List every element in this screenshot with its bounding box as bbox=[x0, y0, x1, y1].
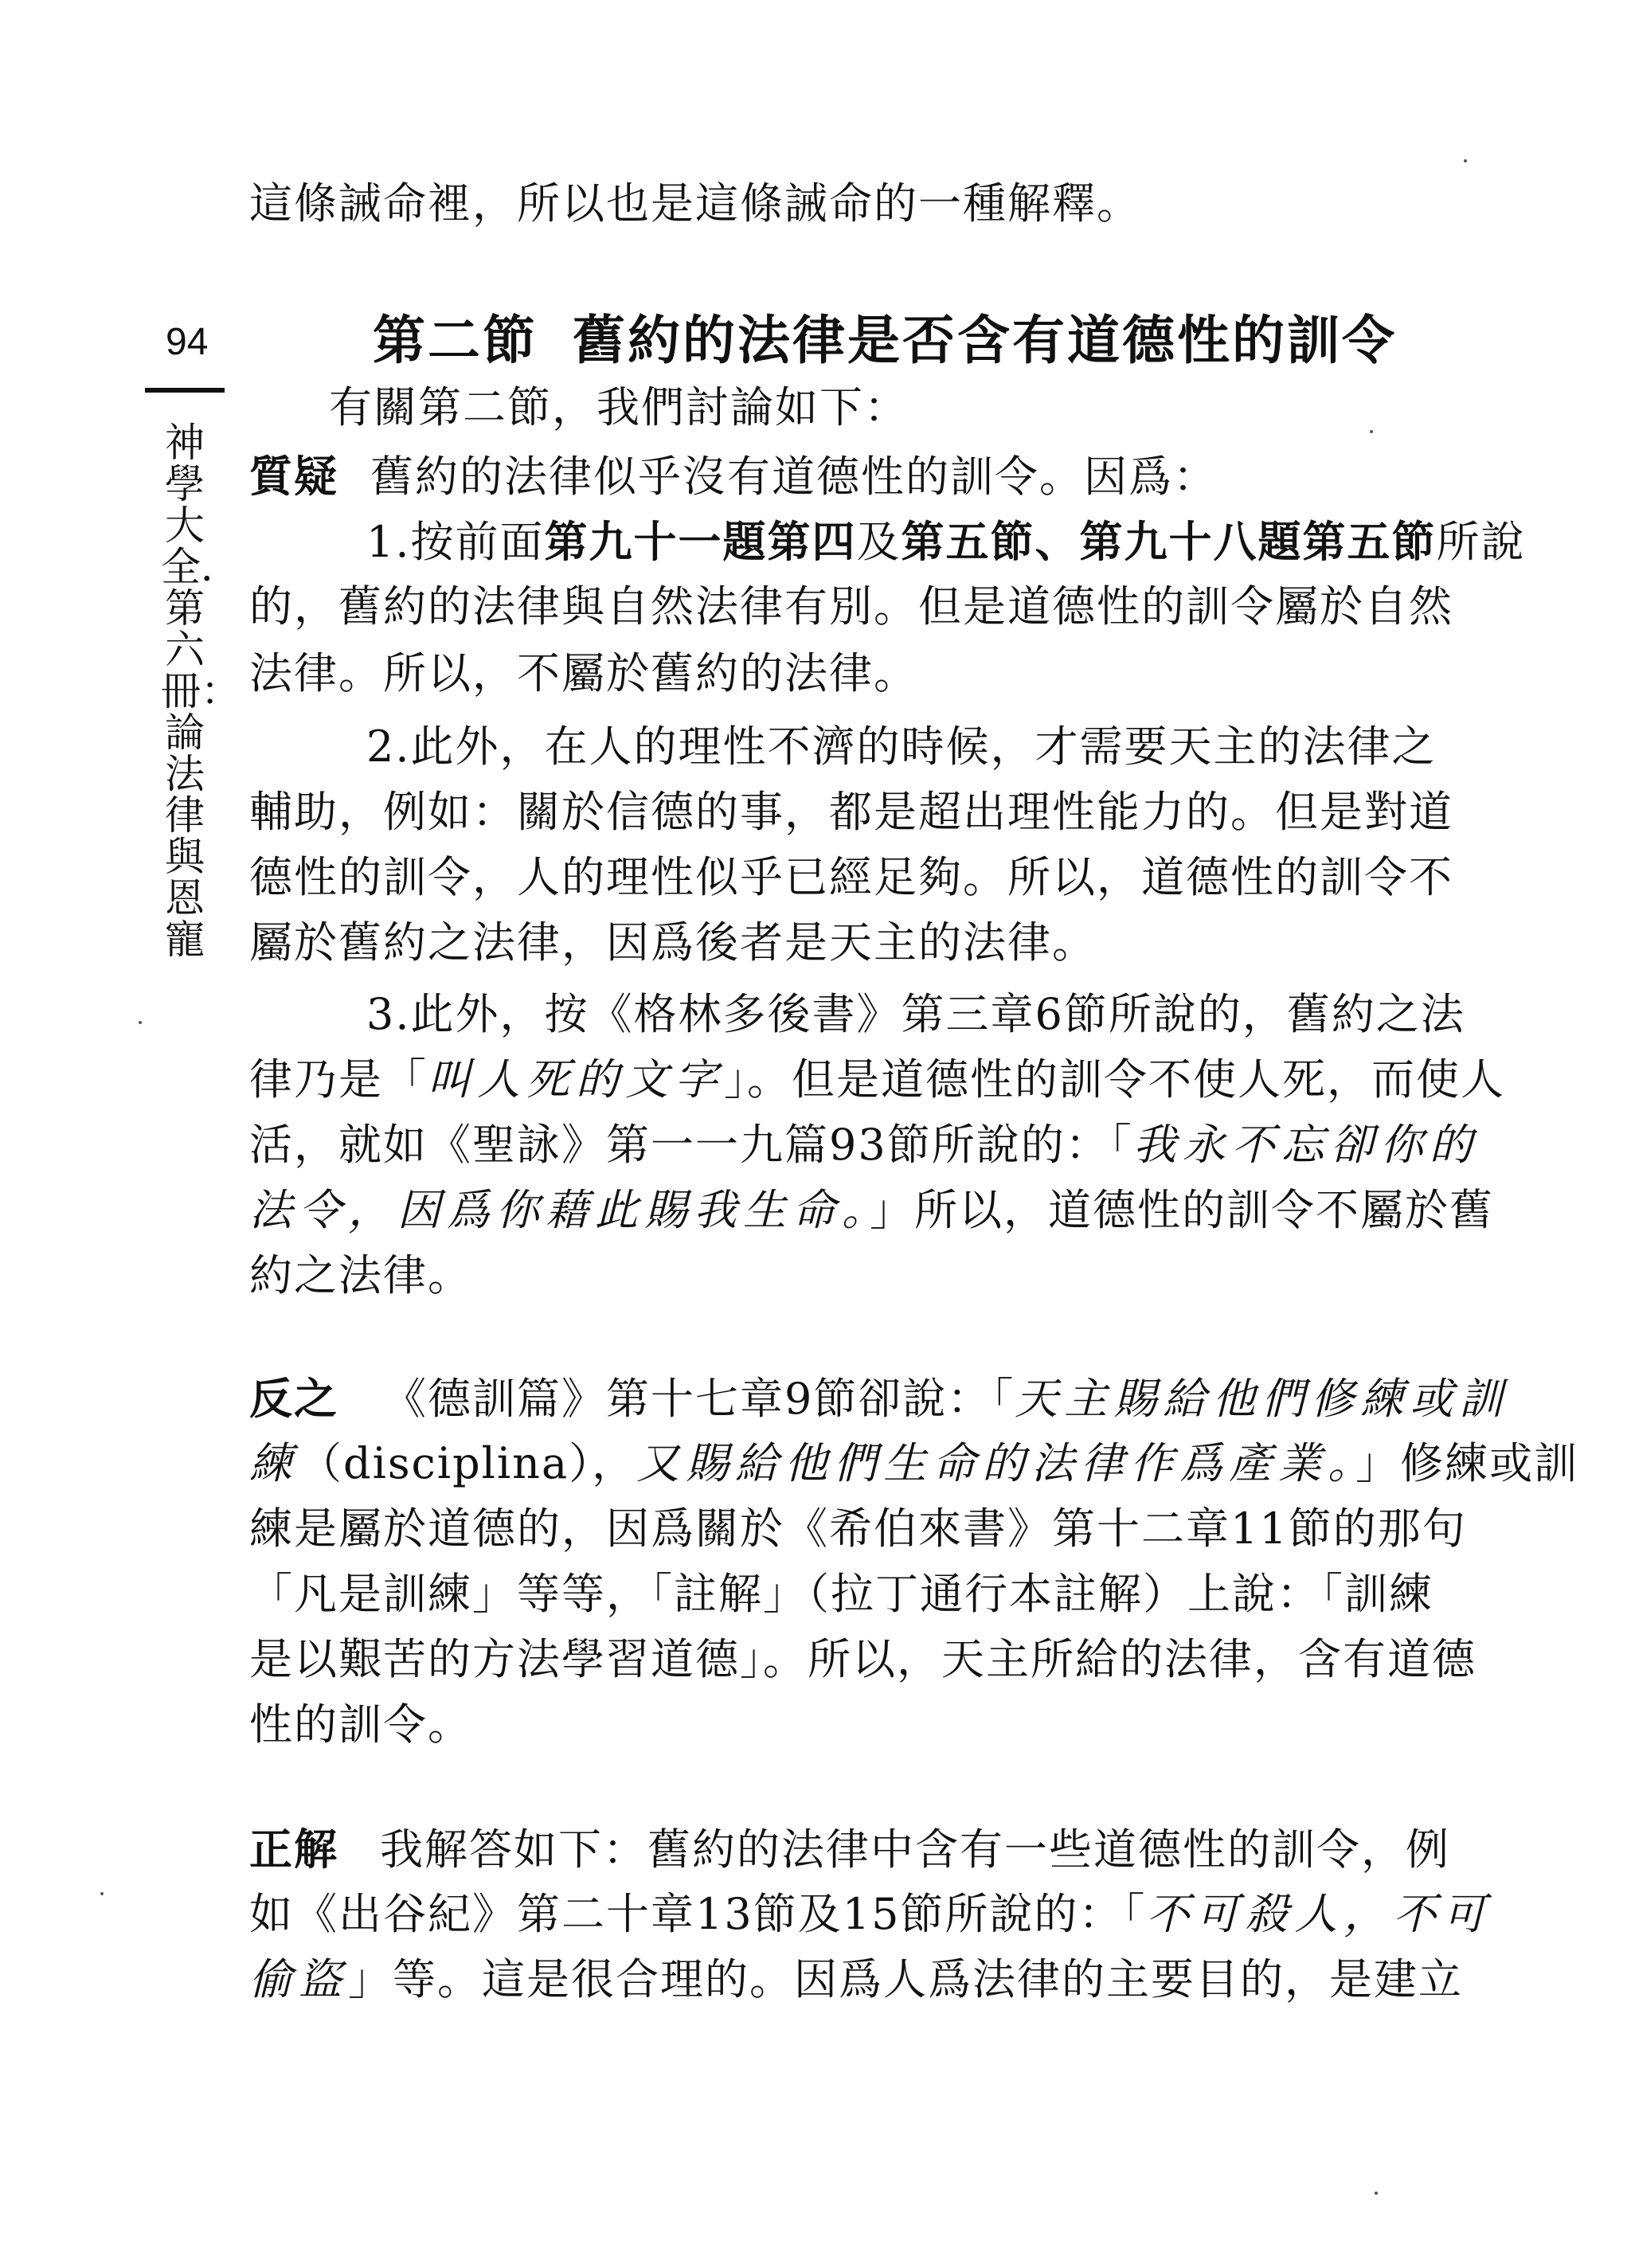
objection-2-line-1: 2.此外，在人的理性不濟的時候，才需要天主的法律之 bbox=[366, 721, 1437, 772]
page-number: 94 bbox=[166, 321, 209, 363]
response-line-3 bbox=[249, 1949, 1463, 2010]
objection-2-line-2: 輔助，例如：關於信德的事，都是超出理性能力的。但是對道 bbox=[249, 787, 1453, 837]
sed-contra-line-2 bbox=[249, 1433, 1578, 1494]
cross-reference: 第九十一題第四 bbox=[544, 516, 857, 567]
objection-2-line-4: 屬於舊約之法律，因爲後者是天主的法律。 bbox=[249, 917, 1097, 968]
latin-term: （disciplina）， bbox=[299, 1438, 637, 1488]
objection-3-line-2 bbox=[249, 1050, 1505, 1110]
text-run: 《德訓篇》第十七章9節卻說：「 bbox=[383, 1374, 1015, 1424]
scripture-quote: 法令，因爲你藉此賜我生命。 bbox=[249, 1185, 870, 1235]
text-run: 」。但是道德性的訓令不使人死，而使人 bbox=[724, 1054, 1505, 1105]
response-label: 正解 bbox=[249, 1824, 338, 1875]
margin-rule bbox=[145, 388, 225, 393]
sed-contra-line-4: 「凡是訓練」等等，「註解」（拉丁通行本註解）上說：「訓練 bbox=[249, 1569, 1433, 1619]
text-run: 及 bbox=[856, 517, 902, 567]
text-run: 」所以，道德性的訓令不屬於舊 bbox=[870, 1185, 1494, 1235]
text-run: 所說 bbox=[1436, 517, 1526, 567]
scan-speck bbox=[100, 1892, 104, 1895]
objection-3-line-4 bbox=[249, 1180, 1494, 1241]
scripture-quote: 又賜給他們生命的法律作爲產業。 bbox=[636, 1438, 1356, 1488]
text-run: 1.按前面 bbox=[366, 517, 545, 567]
objection-3-line-5: 約之法律。 bbox=[249, 1250, 472, 1300]
section-heading bbox=[373, 304, 1397, 376]
objections-label: 質疑 bbox=[249, 451, 338, 502]
sed-contra-label: 反之 bbox=[249, 1373, 338, 1424]
objection-1-line-1 bbox=[366, 511, 1526, 573]
objection-3-line-1: 3.此外，按《格林多後書》第三章6節所說的，舊約之法 bbox=[366, 989, 1465, 1039]
running-title: 神學大全．第六冊：論法律與恩寵 bbox=[161, 420, 241, 962]
section-title: 舊約的法律是否含有道德性的訓令 bbox=[573, 309, 1397, 371]
scripture-quote: 不可殺人，不可 bbox=[1146, 1889, 1492, 1939]
objections-lead-line bbox=[249, 446, 1218, 507]
text-run: 活，就如《聖詠》第一一九篇93節所說的：「 bbox=[249, 1120, 1133, 1170]
sed-contra-line-3: 練是屬於道德的，因爲關於《希伯來書》第十二章11節的那句 bbox=[249, 1504, 1467, 1554]
response-line-1 bbox=[249, 1819, 1450, 1880]
text-run: 」修練或訓 bbox=[1355, 1438, 1579, 1488]
section-number: 第二節 bbox=[373, 309, 538, 371]
scan-speck bbox=[1464, 159, 1467, 162]
objections-lead: 舊約的法律似乎沒有道德性的訓令。因爲： bbox=[370, 452, 1218, 502]
scan-speck bbox=[1375, 2192, 1378, 2195]
text-run: 律乃是「 bbox=[249, 1054, 428, 1105]
scripture-quote: 偷盜 bbox=[249, 1954, 348, 2004]
intro-line: 有關第二節，我們討論如下： bbox=[329, 382, 909, 432]
text-run: 」等。這是很合理的。因爲人爲法律的主要目的，是建立 bbox=[348, 1954, 1463, 2004]
cross-reference: 第五節、第九十八題第五節 bbox=[901, 516, 1437, 567]
scripture-quote: 叫人死的文字 bbox=[428, 1054, 724, 1105]
objection-3-line-3 bbox=[249, 1115, 1479, 1175]
sed-contra-line-5: 是以艱苦的方法學習道德」。所以，天主所給的法律，含有道德 bbox=[249, 1634, 1477, 1684]
scan-speck bbox=[139, 1021, 142, 1024]
objection-1-line-2: 的，舊約的法律與自然法律有別。但是道德性的訓令屬於自然 bbox=[249, 581, 1453, 632]
sed-contra-line-6: 性的訓令。 bbox=[249, 1699, 472, 1750]
top-line: 這條誡命裡，所以也是這條誡命的一種解釋。 bbox=[249, 178, 1141, 229]
response-line-2 bbox=[249, 1884, 1492, 1945]
scan-speck bbox=[1370, 430, 1373, 433]
scripture-quote: 我永不忘卻你的 bbox=[1132, 1120, 1479, 1170]
objection-1-line-3: 法律。所以，不屬於舊約的法律。 bbox=[249, 648, 918, 698]
sed-contra-line-1 bbox=[249, 1368, 1508, 1429]
scripture-quote: 天主賜給他們修練或訓 bbox=[1015, 1374, 1509, 1424]
scripture-quote: 練 bbox=[249, 1438, 299, 1488]
objection-2-line-3: 德性的訓令，人的理性似乎已經足夠。所以，道德性的訓令不 bbox=[249, 852, 1453, 902]
text-run: 我解答如下：舊約的法律中含有一些道德性的訓令，例 bbox=[380, 1824, 1450, 1875]
text-run: 如《出谷紀》第二十章13節及15節所說的：「 bbox=[249, 1889, 1147, 1939]
